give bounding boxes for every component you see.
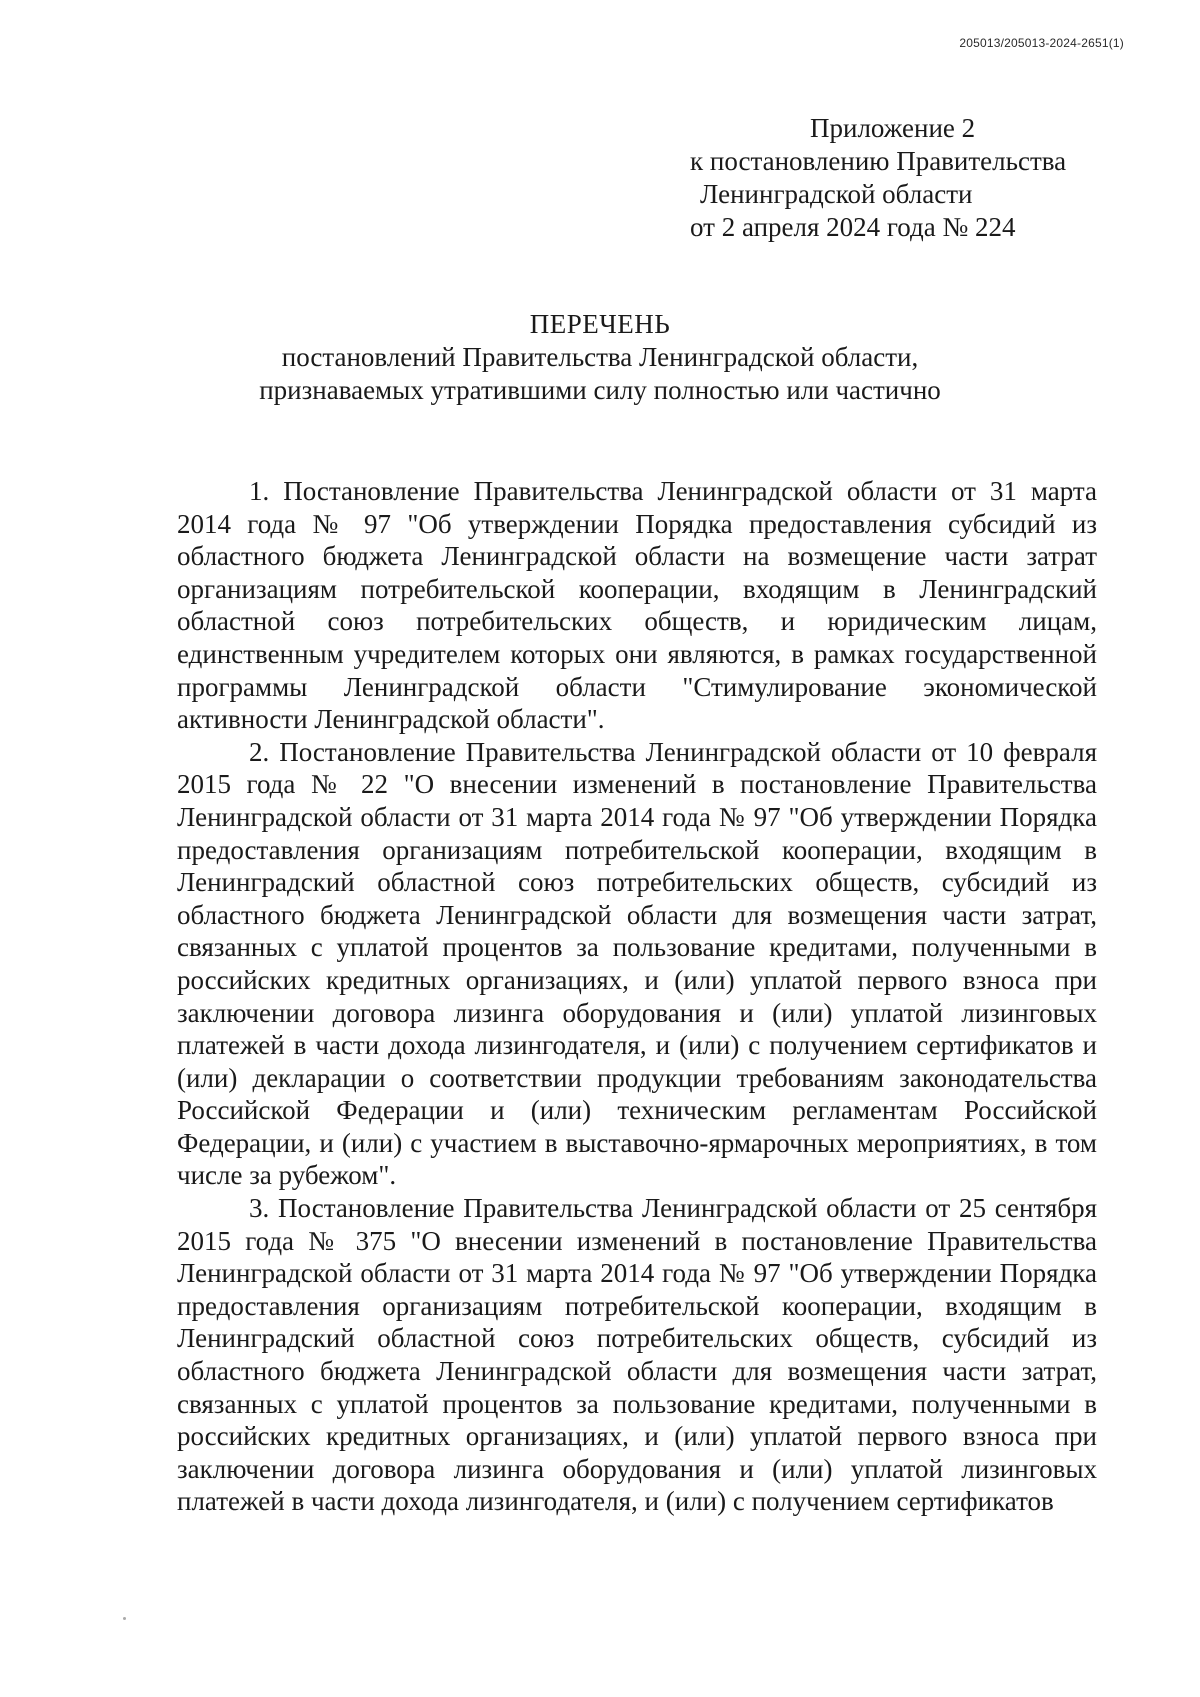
appendix-header (690, 112, 1066, 244)
title-subtitle-line-1: постановлений Правительства Ленинградской области, (281, 342, 919, 372)
document-number: 205013/205013-2024-2651(1) (959, 36, 1124, 50)
title-subtitle-line-2: признаваемых утратившими силу полностью или частично (259, 375, 941, 405)
appendix-reference: к постановлению Правительства (690, 146, 1067, 176)
appendix-date: от 2 апреля 2024 года № 224 (690, 212, 1016, 242)
list-item: 1. Постановление Правительства Ленинградской области от 31 марта 2014 года № 97 "Об утверждении Порядка предоставления субсидий из областного бюджета Ленинградской области на возмещение части затрат организациям потребительской кооперации, входящим в Ленинградский областной союз потребительских обществ, и юридическим лицам, единственным учредителем которых они являются, в рамках государственной программы Ленинградской области "Стимулирование экономической активности Ленинградской области". (177, 476, 1097, 735)
appendix-region: Ленинградской области (700, 179, 973, 209)
appendix-label: Приложение 2 (810, 113, 976, 143)
scan-artifact (123, 1617, 126, 1620)
list-item: 3. Постановление Правительства Ленинградской области от 25 сентября 2015 года № 375 "О внесении изменений в постановление Правительства Ленинградской области от 31 марта 2014 года № 97 "Об утверждении Порядка предоставления организациям потребительской кооперации, входящим в Ленинградский областной союз потребительских обществ, субсидий из областного бюджета Ленинградской области для возмещения части затрат, связанных с уплатой процентов за пользование кредитами, полученными в российских кредитных организациях, и (или) уплатой первого взноса при заключении договора лизинга оборудования и (или) уплатой лизинговых платежей в части дохода лизингодателя, и (или) с получением сертификатов (177, 1193, 1097, 1517)
document-title (0, 308, 1200, 407)
title-heading: ПЕРЕЧЕНЬ (529, 309, 671, 339)
list-item: 2. Постановление Правительства Ленинградской области от 10 февраля 2015 года № 22 "О внесении изменений в постановление Правительства Ленинградской области от 31 марта 2014 года № 97 "Об утверждении Порядка предоставления организациям потребительской кооперации, входящим в Ленинградский областной союз потребительских обществ, субсидий из областного бюджета Ленинградской области для возмещения части затрат, связанных с уплатой процентов за пользование кредитами, полученными в российских кредитных организациях, и (или) уплатой первого взноса при заключении договора лизинга оборудования и (или) уплатой лизинговых платежей в части дохода лизингодателя, и (или) с получением сертификатов и (или) декларации о соответствии продукции требованиям законодательства Российской Федерации и (или) техническим регламентам Российской Федерации, и (или) с участием в выставочно-ярмарочных мероприятиях, в том числе за рубежом". (177, 736, 1097, 1191)
document-body (177, 475, 1097, 1518)
